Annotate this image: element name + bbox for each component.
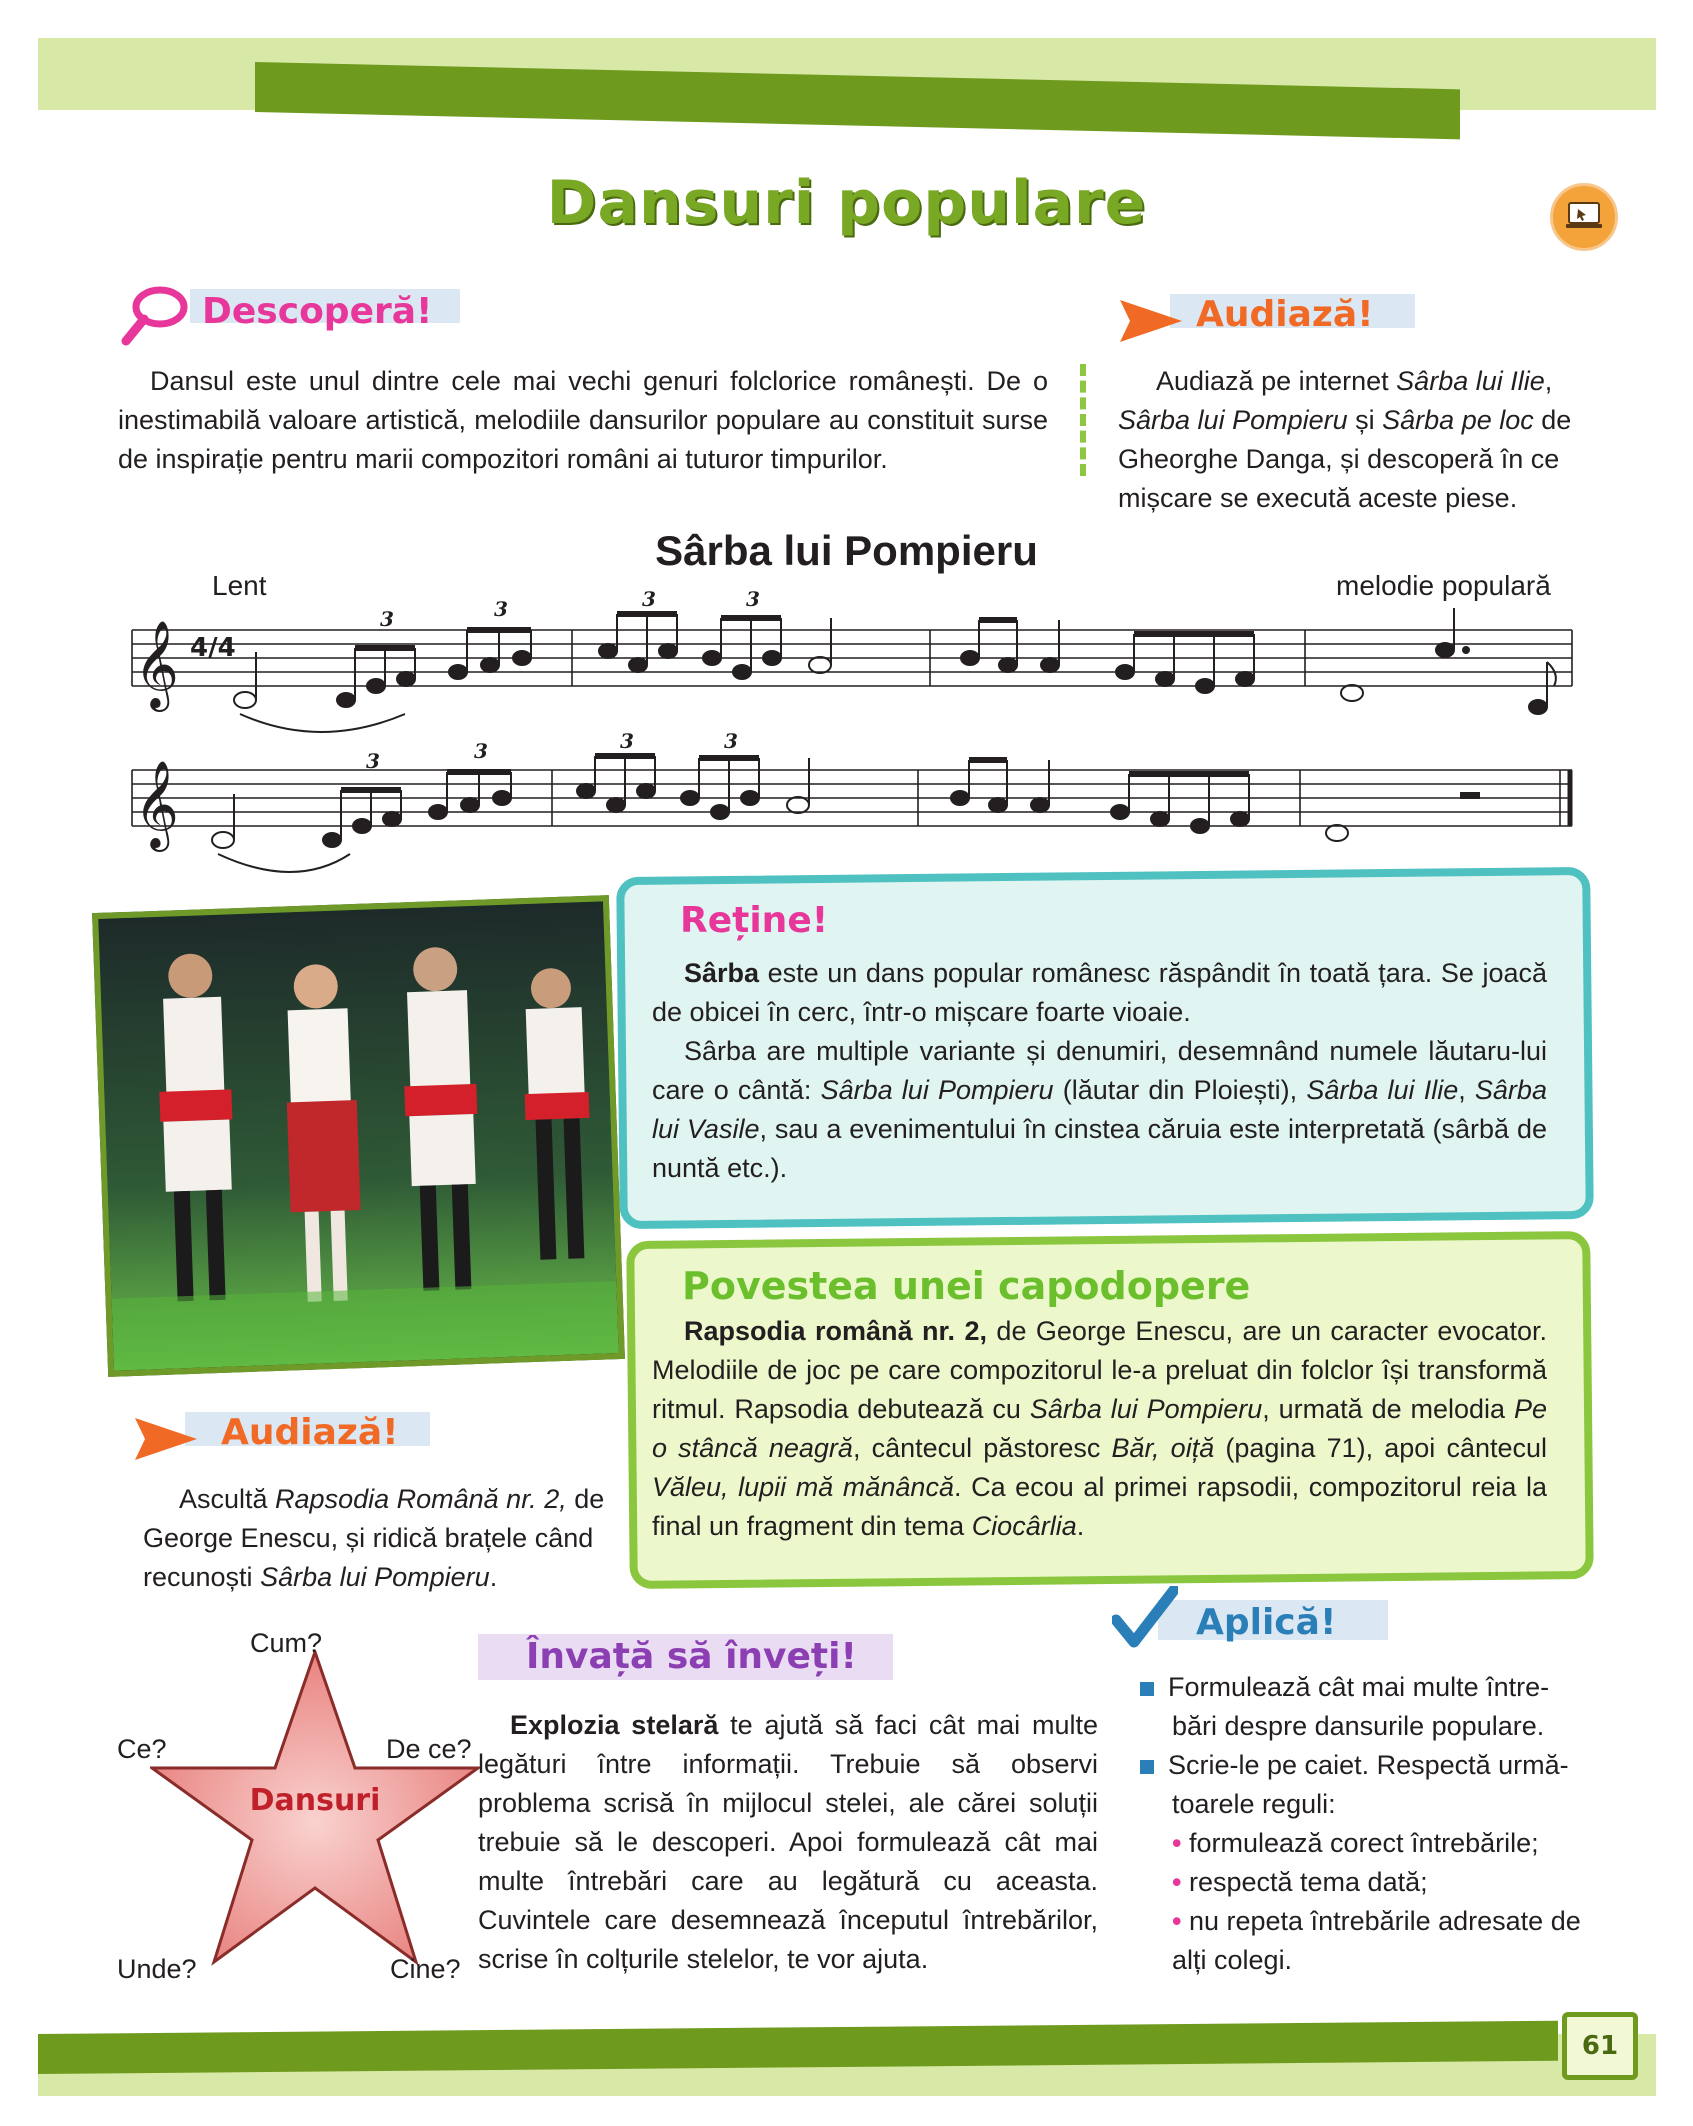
dancers-photo — [92, 895, 625, 1377]
descopera-text: Dansul este unul dintre cele mai vechi genuri folclorice românești. De o inestimabilă valoare artistică, melodiile dansurilor populare au constituit surse de inspirație pentru marii compozitori români ai tuturor timpurilor. — [118, 366, 1048, 474]
bullet-icon — [1140, 1760, 1154, 1774]
song-title: Sârba pe loc — [1382, 405, 1534, 435]
aplica-rule — [1140, 1824, 1590, 1863]
song-title: Băr, oiță — [1111, 1433, 1215, 1463]
descopera-heading — [120, 285, 460, 345]
star-bottom-left-word: Unde? — [117, 1954, 197, 1984]
magnifier-icon — [120, 285, 190, 347]
invata-label: Învață să înveți! — [526, 1636, 857, 1677]
star-left-word: Ce? — [117, 1734, 167, 1764]
time-signature-top: 4/4 — [190, 633, 236, 663]
page-number: 61 — [1562, 2012, 1638, 2080]
text-run: (pagina 71), apoi cântecul — [1214, 1433, 1548, 1463]
aplica-rule-text: respectă tema dată; — [1188, 1867, 1428, 1897]
song-title: Pe o stâncă neagră — [652, 1394, 1547, 1463]
text-run: Sârba are multiple variante și denumiri, desemnând numele lăutaru-lui care o cântă: — [652, 1036, 1547, 1105]
song-title: Sârba lui Pompieru — [1029, 1394, 1263, 1424]
aplica-rule-text: nu repeta întrebările adresate de alți colegi. — [1172, 1906, 1581, 1975]
star-right-word: De ce? — [386, 1734, 472, 1764]
triplet-mark: 3 — [366, 749, 380, 773]
retine-text — [652, 954, 1547, 1188]
text-run: de — [1533, 405, 1572, 435]
computer-icon — [1550, 183, 1618, 251]
audiaza-top-label: Audiază! — [1196, 294, 1374, 335]
invata-heading — [478, 1628, 898, 1692]
triplet-mark: 3 — [620, 729, 634, 753]
bullet-icon — [1140, 1682, 1154, 1696]
song-title: Văleu, lupii mă mănâncă — [652, 1472, 954, 1502]
star-top-word: Cum? — [250, 1628, 323, 1658]
term-bold: Explozia stelară — [510, 1710, 719, 1740]
text-run: de George Enescu, are un caracter evocator. Melodiile de joc pe care compozitorul le-a preluat din folclor își transformă ritmul. Rapsodia debutează cu — [652, 1316, 1547, 1424]
song-title: Sârba lui Ilie — [1306, 1075, 1459, 1105]
aplica-item-text: Formulează cât mai multe între-bări despre dansurile populare. — [1168, 1672, 1550, 1741]
song-title: Sârba lui Pompieru — [1118, 405, 1348, 435]
triplet-mark: 3 — [494, 597, 508, 621]
text-run: și — [1347, 405, 1383, 435]
aplica-rule — [1140, 1902, 1590, 1980]
retine-label: Reține! — [680, 900, 829, 941]
aplica-rule-text: formulează corect întrebările; — [1188, 1828, 1539, 1858]
song-title: Sârba lui Vasile — [652, 1075, 1547, 1144]
song-title: Sârba lui Ilie — [1396, 366, 1545, 396]
text-run: de George Enescu, și ridică brațele când recunoști — [143, 1484, 605, 1592]
triplet-mark: 3 — [474, 739, 488, 763]
star-diagram — [150, 1650, 480, 1970]
aplica-item — [1140, 1746, 1590, 1824]
song-title: Sârba lui Pompieru — [260, 1562, 490, 1592]
audiaza-left-label: Audiază! — [221, 1412, 399, 1453]
text-run: , — [1544, 366, 1553, 396]
text-run: (lăutar din Ploiești), — [1053, 1075, 1307, 1105]
song-title: Sârba lui Pompieru — [820, 1075, 1054, 1105]
music-score — [120, 590, 1580, 880]
notes-staff-1 — [234, 608, 1556, 732]
audiaza-left-text — [143, 1480, 613, 1597]
poveste-label: Povestea unei capodopere — [682, 1264, 1251, 1308]
poveste-text — [652, 1312, 1547, 1546]
text-run: mișcare se execută aceste piese. — [1118, 483, 1518, 513]
text-run: este un dans popular românesc răspândit în toată țara. Se joacă de obicei în cerc, într-o mișcare foarte vioaie. — [652, 958, 1547, 1027]
audiaza-top-text — [1118, 362, 1598, 518]
text-run: . — [1076, 1511, 1085, 1541]
aplica-label: Aplică! — [1196, 1602, 1337, 1643]
aplica-heading — [1112, 1586, 1392, 1652]
pink-dot-icon: • — [1172, 1906, 1189, 1936]
triplet-marks-1 — [380, 590, 760, 631]
invata-text — [478, 1706, 1098, 1979]
text-run: , — [1458, 1075, 1475, 1105]
song-title: Ciocârlia — [971, 1511, 1077, 1541]
score-title: Sârba lui Pompieru — [655, 527, 1038, 574]
pink-dot-icon: • — [1172, 1867, 1189, 1897]
column-divider — [1080, 364, 1086, 476]
text-run: , sau a evenimentului în cinstea căruia este interpretată (sârbă de nuntă etc.). — [652, 1114, 1547, 1183]
triplet-mark: 3 — [380, 607, 394, 631]
treble-clef-icon: 𝄞 — [134, 619, 179, 708]
text-run: . Ca ecou al primei rapsodii, compozitorul reia la final un fragment din tema — [652, 1472, 1547, 1541]
text-run: Audiază pe internet — [1156, 366, 1397, 396]
page-title: Dansuri populare — [546, 168, 1147, 238]
text-run: Ascultă — [179, 1484, 276, 1514]
audiaza-left-heading — [135, 1408, 435, 1468]
staff-2 — [132, 770, 1572, 826]
staff-1 — [132, 630, 1572, 686]
treble-clef-icon: 𝄞 — [134, 759, 179, 848]
text-run: , cântecul păstoresc — [852, 1433, 1112, 1463]
play-arrow-icon — [1120, 300, 1182, 342]
triplet-mark: 3 — [724, 729, 738, 753]
text-run: te ajută să faci cât mai multe legături între informații. Trebuie să observi problema scrisă în mijlocul stelei, ale cărei soluții trebuie să le descoperi. Apoi formulează cât mai multe întrebări care au legătură cu aceasta. Cuvintele care desemnează începutul întrebărilor, scrise în colțurile stelelor, te vor ajuta. — [478, 1710, 1098, 1974]
aplica-rule — [1140, 1863, 1590, 1902]
audiaza-top-heading — [1120, 292, 1420, 352]
tempo-marking: Lent — [212, 570, 267, 601]
star-center-label: Dansuri — [249, 1783, 381, 1818]
aplica-item-text: Scrie-le pe caiet. Respectă urmă-toarele reguli: — [1168, 1750, 1569, 1819]
triplet-mark: 3 — [746, 590, 760, 611]
aplica-item — [1140, 1668, 1590, 1746]
score-attribution: melodie populară — [1336, 570, 1551, 601]
term-bold: Rapsodia română nr. 2, — [684, 1316, 987, 1346]
song-title: Rapsodia Română nr. 2, — [275, 1484, 567, 1514]
term-bold: Sârba — [684, 958, 760, 988]
triplet-marks-2 — [366, 729, 738, 773]
star-bottom-right-word: Cine? — [390, 1954, 461, 1984]
notes-staff-2 — [212, 756, 1480, 872]
triplet-mark: 3 — [642, 590, 656, 611]
text-run: . — [489, 1562, 498, 1592]
text-run: Gheorghe Danga, și descoperă în ce — [1118, 444, 1560, 474]
checkmark-icon — [1112, 1586, 1178, 1652]
descopera-label: Descoperă! — [202, 291, 433, 332]
text-run: , urmată de melodia — [1262, 1394, 1514, 1424]
aplica-list — [1140, 1668, 1590, 1980]
play-arrow-icon — [135, 1418, 197, 1460]
pink-dot-icon: • — [1172, 1828, 1189, 1858]
